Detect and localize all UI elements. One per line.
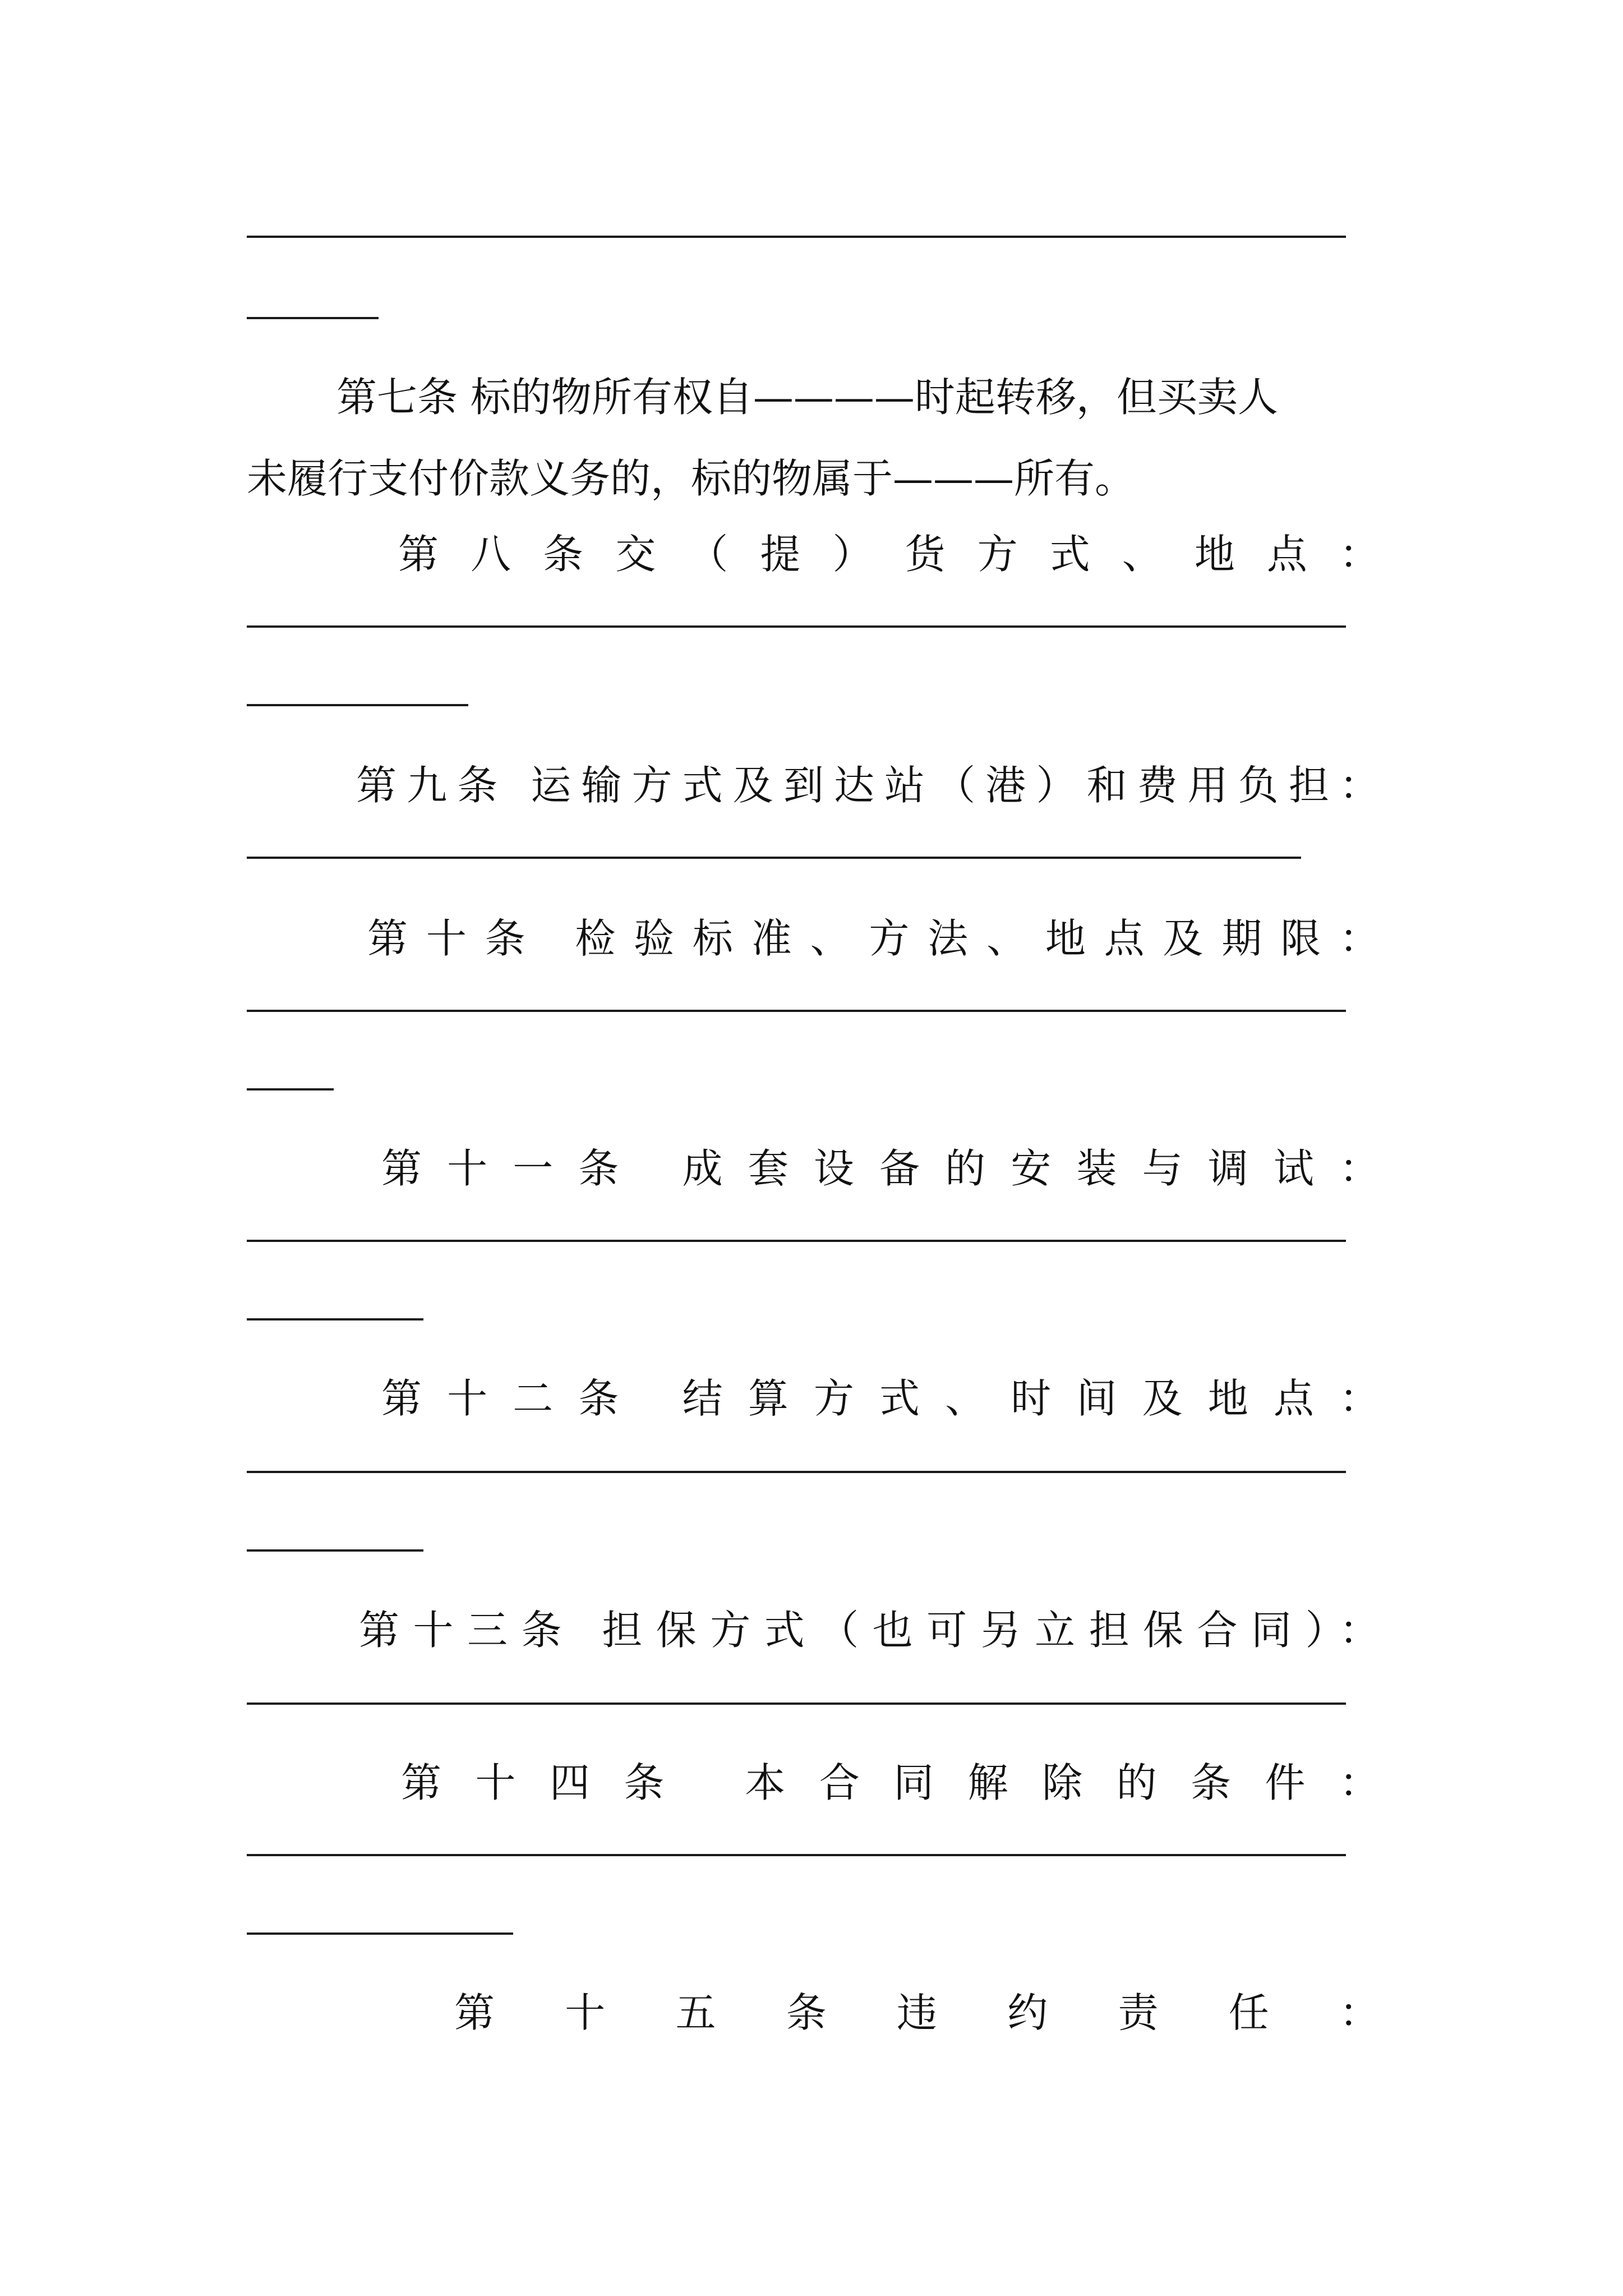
article-11-heading: 第十一条 成套设备的安装与调试： [381,1145,1380,1192]
blank-line [247,1318,423,1320]
article-7-line-2: 未履行支付价款义务的，标的物属于———所有。 [247,455,1136,502]
blank-line [247,317,379,319]
blank-line [247,1088,334,1091]
blank-line [247,236,1346,238]
blank-line [247,857,1301,859]
blank-line [247,625,1346,628]
blank-line [247,1240,1346,1242]
article-10-heading: 第十条 检验标准、方法、地点及期限： [367,915,1380,962]
blank-line [247,1854,1346,1856]
blank-line [247,704,468,706]
article-14-heading: 第十四条 本合同解除的条件： [401,1759,1380,1806]
blank-line [247,1010,1346,1012]
blank-line [247,1703,1346,1705]
article-9-heading: 第九条 运输方式及到达站（港）和费用负担： [356,762,1380,809]
article-12-heading: 第十二条 结算方式、时间及地点： [381,1375,1380,1422]
article-13-heading: 第十三条 担保方式（也可另立担保合同）： [359,1607,1380,1654]
article-8-heading: 第 八 条 交 （ 提 ） 货 方 式 、 地 点 ： [398,531,1380,578]
article-15-heading: 第 十 五 条 违 约 责 任 ： [454,1989,1380,2036]
blank-line [247,1549,423,1552]
blank-line [247,1932,513,1935]
blank-line [247,1471,1346,1473]
article-7-line-1: 第七条 标的物所有权自————时起转移，但买卖人 [336,374,1278,421]
